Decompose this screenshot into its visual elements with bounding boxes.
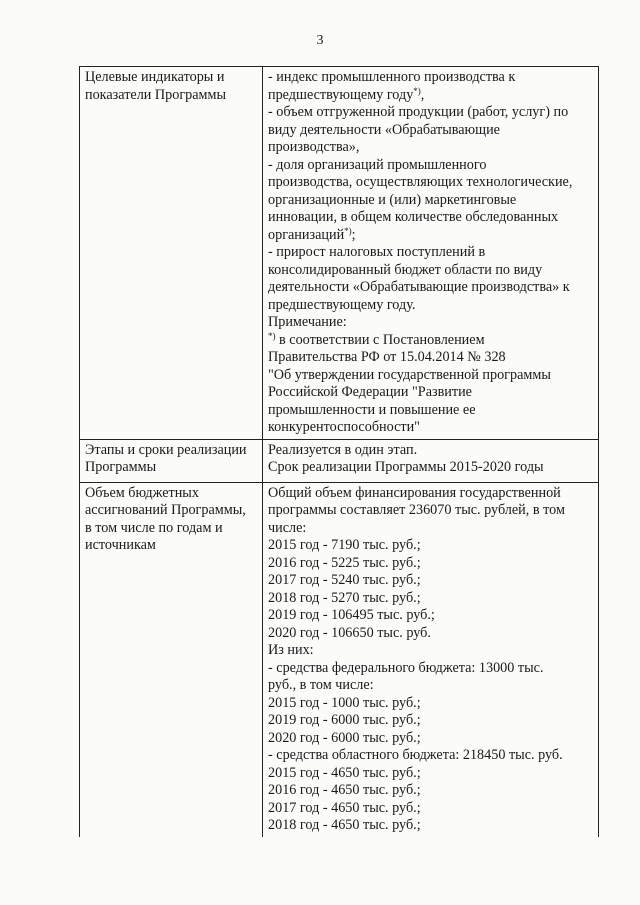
content-line: руб., в том числе: xyxy=(268,677,374,693)
row-content-cell xyxy=(263,482,599,837)
content-line: программы составляет 236070 тыс. рублей, в том xyxy=(268,502,565,518)
content-line: Из них: xyxy=(268,642,314,658)
content-line: - индекс промышленного производства к xyxy=(268,69,516,85)
content-line: - доля организаций промышленного xyxy=(268,156,487,173)
row-label-line: Программы xyxy=(85,459,157,475)
content-line: предшествующему году*), xyxy=(268,85,425,103)
content-line: 2015 год - 4650 тыс. руб.; xyxy=(268,764,421,781)
footnote-mark: *) xyxy=(344,225,352,236)
row-label-line: Целевые индикаторы и xyxy=(85,69,225,85)
content-line: 2018 год - 5270 тыс. руб.; xyxy=(268,589,421,606)
content-line: производства», xyxy=(268,139,360,155)
page-number: 3 xyxy=(316,33,324,48)
content-line: конкурентоспособности" xyxy=(268,419,420,435)
content-line: - объем отгруженной продукции (работ, услуг) по xyxy=(268,104,569,120)
content-line: "Об утверждении государственной программы xyxy=(268,366,551,383)
row-label-line: Этапы и сроки реализации xyxy=(85,441,247,458)
content-line: 2016 год - 5225 тыс. руб.; xyxy=(268,554,421,571)
row-label-line: источникам xyxy=(85,537,156,553)
content-line: Срок реализации Программы 2015-2020 годы xyxy=(268,459,544,475)
content-line: виду деятельности «Обрабатывающие xyxy=(268,121,500,138)
table-row-stages xyxy=(80,439,599,482)
content-line: 2018 год - 4650 тыс. руб.; xyxy=(268,817,421,833)
content-line: 2015 год - 1000 тыс. руб.; xyxy=(268,694,421,711)
row-content-cell xyxy=(263,439,599,482)
content-line: деятельности «Обрабатывающие производства» к xyxy=(268,279,570,295)
content-line: инновации, в общем количестве обследованных xyxy=(268,209,559,225)
row-label-line: в том числе по годам и xyxy=(85,519,223,536)
row-label-line: Объем бюджетных xyxy=(85,484,199,501)
content-line: 2019 год - 6000 тыс. руб.; xyxy=(268,712,421,728)
row-label-cell xyxy=(80,439,263,482)
content-line: организаций*); xyxy=(268,225,356,243)
content-line: Реализуется в один этап. xyxy=(268,441,418,458)
content-line: консолидированный бюджет области по виду xyxy=(268,261,543,278)
footnote-mark: *) xyxy=(268,330,276,341)
content-line: 2017 год - 4650 тыс. руб.; xyxy=(268,799,421,816)
content-line: числе: xyxy=(268,519,307,536)
row-label-cell xyxy=(80,67,263,440)
content-line: промышленности и повышение ее xyxy=(268,401,476,418)
content-line: *) в соответствии с Постановлением xyxy=(268,330,485,348)
passport-table xyxy=(79,66,599,837)
content-line: Общий объем финансирования государственной xyxy=(268,484,561,501)
table-row-funding xyxy=(80,482,599,837)
content-line: организационные и (или) маркетинговые xyxy=(268,191,517,208)
content-line: - средства федерального бюджета: 13000 тыс. xyxy=(268,659,544,676)
footnote-mark: *) xyxy=(413,85,421,96)
row-label-line: ассигнований Программы, xyxy=(85,502,246,518)
content-line: Российской Федерации "Развитие xyxy=(268,384,472,400)
content-line: Правительства РФ от 15.04.2014 № 328 xyxy=(268,349,506,365)
content-line: 2020 год - 6000 тыс. руб.; xyxy=(268,729,421,746)
content-line: 2020 год - 106650 тыс. руб. xyxy=(268,624,431,641)
content-line: Примечание: xyxy=(268,314,347,330)
content-line: - средства областного бюджета: 218450 тыс. руб. xyxy=(268,747,563,763)
content-line: предшествующему году. xyxy=(268,296,416,313)
content-line: 2016 год - 4650 тыс. руб.; xyxy=(268,782,421,798)
content-line: 2017 год - 5240 тыс. руб.; xyxy=(268,572,421,588)
row-content-cell xyxy=(263,67,599,440)
content-line: - прирост налоговых поступлений в xyxy=(268,244,486,260)
row-label-cell xyxy=(80,482,263,837)
content-line: 2019 год - 106495 тыс. руб.; xyxy=(268,607,435,623)
row-label-line: показатели Программы xyxy=(85,86,227,103)
content-line: 2015 год - 7190 тыс. руб.; xyxy=(268,537,421,553)
table-row-indicators xyxy=(80,67,599,440)
content-line: производства, осуществляющих технологические, xyxy=(268,174,573,190)
